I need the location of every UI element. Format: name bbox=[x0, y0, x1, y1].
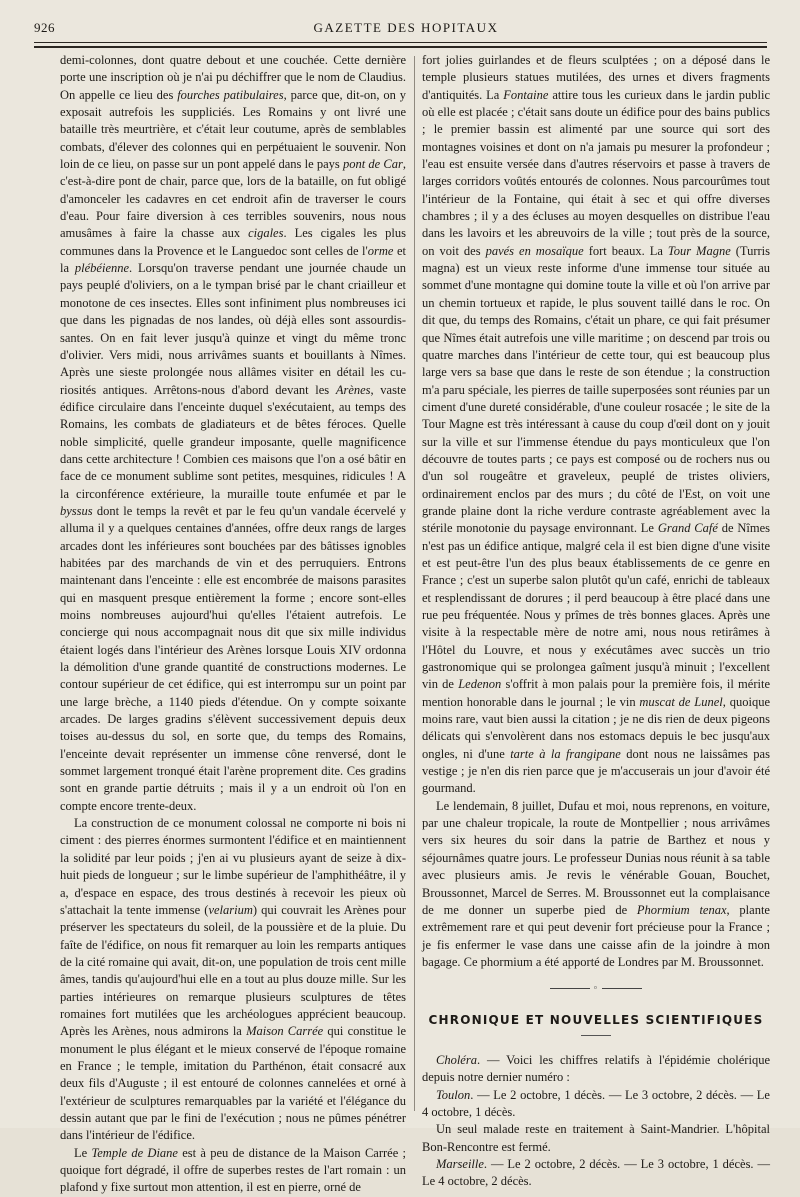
right-column-paragraph bbox=[422, 798, 770, 971]
text-run: . Lorsqu'on traverse pendant une journée chaude un pays peuplé d'oliviers, on a le tympan brisé par le chant criailleur et monotone de ces insectes. Elles sont infiniment plus nombreuses ici que dans les pignadas de nos landes, où déjà elles sont assourdissantes. On en fait lever jusqu'à quinze et vingt du même tronc d'olivier. Vers midi, nous arrivâmes suants et bouillants à Nîmes. Après une sieste prolongée nous allâmes visiter en détail les curiosités antiques. Arrêtons-nous d'abord devant les bbox=[60, 261, 406, 397]
text-run: ) qui couvrait les Arènes pour préserver les spectateurs du soleil, de la poussière et de la pluie. Du faîte de l'édifice, on nous fit remarquer au loin les remparts antiques de la cité romaine qui avait, dit-on, une population de trois cent mille âmes, tandis qu'aujourd'hui elle en a tout au plus douze mille. Sur les parties intérieures on remarque plusieurs sculptures de têtes romaines fort mutilées que les archéologues apprécient beaucoup. Après les Arènes, nous admirons la bbox=[60, 902, 406, 1039]
italic-text: Toulon bbox=[436, 1087, 471, 1102]
text-run: , plante extrêmement rare et qui peut devenir fort précieuse pour la France ; je fis enfermer le vase dans une caisse afin de la joindre à mon bagage. Ce phormium a été apporté de Londres par M. Broussonnet. bbox=[422, 902, 770, 969]
right-column-article bbox=[422, 52, 770, 971]
header-rule-thin bbox=[34, 42, 767, 43]
header-rule-thick bbox=[34, 46, 767, 48]
text-run: demi-colonnes, dont quatre debout et une couchée. Cette dernière porte une inscription où je n'ai pu déchiffrer que le nom de Claudius. On appelle ce lieu des bbox=[60, 53, 406, 102]
text-run: dont nous ne laissâmes pas vestige ; je n'en dis rien parce que je m'accuserais un jour d'avoir été gourmand. bbox=[422, 746, 770, 796]
text-run: et la bbox=[60, 243, 406, 276]
italic-text: Choléra bbox=[436, 1052, 477, 1067]
italic-text: Phormium tenax bbox=[636, 902, 727, 917]
page-header bbox=[34, 20, 778, 42]
italic-text: byssus bbox=[60, 503, 93, 518]
right-column-paragraph bbox=[422, 52, 770, 798]
left-column-paragraph bbox=[60, 1145, 406, 1197]
section-ornament: ◦ bbox=[422, 980, 770, 997]
text-run: , vaste édifice circulaire dans l'enceinte duquel s'exécutaient, au temps des Romains, les combats de gladiateurs et de bêtes féroces. Quelle noble simplicité, quelle grandeur imposante, quelle magnificence dans cette architecture ! Combien ces maisons que l'on a osé bâtir en face de ce monument sublime sont petites, mesquines, ridicules ! A la circonférence extérieure, la muraille toute enfumée et par le bbox=[60, 382, 406, 501]
text-run: de Nîmes n'est pas un édifice antique, malgré cela il est bien digne d'une visite et est peut-être l'un des plus beaux établissements de ce genre en France ; c'est un superbe salon plutôt qu'un café, enrichi de tableaux et resplendissant de dorures ; il perd beaucoup à être placé dans une rue peu fréquentée. Nous y prîmes de très bonnes glaces. Après une visite à la respectable mère de notre ami, nous nous retirâmes à l'Hôtel du Louvre, et nous y exécutâmes avec succès un trio gastronomique qui se prolongea gaîment jusqu'à minuit ; l'excellent vin de bbox=[422, 521, 771, 692]
italic-text: orme bbox=[367, 243, 394, 258]
section-paragraph bbox=[422, 1052, 770, 1087]
text-run: . — Le 2 octobre, 2 décès. — Le 3 octobre, 1 décès. — Le 4 octobre, 2 décès. bbox=[422, 1156, 770, 1189]
text-run: (Turris magna) est un vieux reste informe d'une immense tour située au sommet d'une montagne qui domine toute la ville et où l'on arrive par un chemin tortueux et rapide, le plus souvent taillé dans le roc. On dit que, du temps des Romains, c'était un phare, ce qui fait présumer que Nîmes était autrefois une ville maritime ; on descend par trois ou quatre marches dans l'intérieur de cette tour, qui est beaucoup plus large vers sa base que dans le reste de son étendue ; la construction m'a paru spéciale, les pierres de taille superposées sont réunies par un ciment d'une dureté considérable, d'une couleur rosacée ; le site de la Tour Magne est très intéressant à cause du coup d'œil dont on y jouit sur la ville et sur l'immense étendue du pays monticuleux que l'on découvre de toutes parts ; ce pays est composé ou de rochers nus ou d'un sol rougeâtre et graveleux, peuplé de tristes oliviers, ordinairement enclos par des murs ; du côté de l'Est, on voit une grande plaine dont la riche verdure contraste agréablement avec la stérile monotonie du paysage environnant. Le bbox=[422, 243, 771, 536]
publication-title: GAZETTE DES HOPITAUX bbox=[313, 20, 499, 35]
section-body bbox=[422, 1052, 770, 1191]
text-run: fort jolies guirlandes et de fleurs sculptées ; on a déposé dans le temple plusieurs statues mutilées, des urnes et divers fragments d'antiquités. La bbox=[422, 53, 770, 102]
page-number: 926 bbox=[34, 20, 55, 35]
italic-text: fourches patibulaires bbox=[177, 87, 284, 102]
italic-text: Marseille bbox=[436, 1156, 484, 1171]
text-run: . — Voici les chiffres relatifs à l'épidémie cholérique depuis notre dernier numéro : bbox=[422, 1052, 770, 1085]
italic-text: velarium bbox=[208, 902, 253, 917]
right-column bbox=[422, 52, 770, 1191]
italic-text: Fontaine bbox=[503, 87, 549, 102]
section-paragraph bbox=[422, 1121, 770, 1156]
text-run: , c'est-à-dire pont de chair, parce que, lors de la bataille, on fut obligé d'amonceler les cadavres en cet endroit afin de traverser le cours d'eau. Pour faire diversion à ces terribles souvenirs, nous nous amusâmes à faire la chasse aux bbox=[60, 157, 407, 241]
text-run: . Les cigales les plus communes dans la Provence et le Languedoc sont celles de l' bbox=[60, 226, 406, 258]
text-run: Le lendemain, 8 juillet, Dufau et moi, nous reprenons, en voiture, par une chaleur tropicale, la route de Montpellier ; nous arrivâmes vers six heures du soir dans la patrie de Barthez et nous y séjournâmes quatre jours. Le professeur Dunias nous réunit à sa table avec plusieurs amis. Je revis le vénérable Gouan, Bouchet, Broussonnet, Marcel de Serres. M. Broussonnet eut la complaisance de me donner un superbe pied de bbox=[422, 798, 770, 917]
text-run: attire tous les curieux dans le jardin public où elle est placée ; c'était sans doute un édifice pour des bains publics ; le premier bassin est alimenté par une source qui sort des montagnes voisines et dont on n'a jamais pu mesurer la profondeur ; l'eau est ensuite versée dans d'autres réservoirs et passe à travers de larges corridors voûtés entourés de colonnes. Nous parcourûmes tout l'intérieur de la Fontaine, qui était à sec et qui offre diverses chambres ; il y a des écluses au moyen desquelles on distribue l'eau dans les lavoirs et les abreuvoirs de la ville ; tout près de la source, on voit des bbox=[422, 87, 770, 258]
italic-text: Ledenon bbox=[458, 677, 502, 692]
italic-text: Temple de Diane bbox=[91, 1145, 178, 1160]
italic-text: muscat de Lunel bbox=[639, 694, 723, 709]
left-column-paragraph bbox=[60, 815, 406, 1145]
italic-text: plébéienne bbox=[74, 261, 130, 276]
italic-text: tarte à la frangipane bbox=[510, 746, 621, 761]
text-run: dont le temps la revêt et par le feu qu'un vandale écervelé y alluma il y a quelques centaines d'années, offre deux rangs de larges arcades dont les inférieures sont bouchées par des bâtisses ignobles habitées par des marchands de vin et des perruquiers. Entrons maintenant dans l'enceinte : elle est encombrée de maisons parasites qui en masquent presque entièrement la forme ; encore sont-elles moins nombreuses aujourd'hui qu'elles l'étaient autrefois. Le concierge qui nous accompagnait nous dit que six mille individus étaient logés dans l'intérieur des Arènes lorsque Louis XIV ordonna la démolition d'une grande quantité de constructions modernes. Le contour supérieur de cet édifice, qui est interrompu sur un point par une large brèche, a 1140 pieds d'étendue. On y compte soixante arcades. De larges gradins s'élèvent successivement depuis deux toises au-dessus du sol, en sorte que, du temps des Romains, l'enceinte devait représenter un immense cône renversé, dont le sommet largement tronqué était l'arène proprement dite. Ces gradins sont en grande partie détruits ; mais il y a un endroit où l'on en compte encore trente-deux. bbox=[60, 503, 406, 813]
column-separator bbox=[414, 56, 415, 1111]
text-run: s'offrit à mon palais pour la première fois, il mérite mention honorable dans le journal ; le vin bbox=[422, 677, 770, 709]
text-run: , quoique moins rare, vaut bien aussi la citation ; je ne dis rien de deux pigeons délicats qui s'envolèrent dans nos estomacs depuis le bec jusqu'aux ongles, ni d'une bbox=[422, 694, 770, 761]
italic-text: cigales bbox=[248, 226, 284, 241]
text-run: . — Le 2 octobre, 1 décès. — Le 3 octobre, 2 décès. — Le 4 octobre, 1 décès. bbox=[422, 1087, 770, 1119]
text-run: est à peu de distance de la Maison Carrée ; quoique fort dégradé, il offre de superbes restes de l'art romain : un plafond y fixe surtout mon attention, il est en pierre, orné de bbox=[60, 1145, 406, 1195]
italic-text: Maison Carrée bbox=[246, 1024, 324, 1039]
section-paragraph bbox=[422, 1087, 770, 1122]
left-column bbox=[60, 52, 406, 1197]
section-paragraph bbox=[422, 1156, 770, 1191]
text-run: Le bbox=[74, 1145, 92, 1160]
section-title: CHRONIQUE ET NOUVELLES SCIENTIFIQUES bbox=[428, 1012, 764, 1027]
text-run: La construction de ce monument colossal ne comporte ni bois ni ciment : des pierres énormes surmontent l'édifice et en maintiennent la solidité par leur poids ; j'en ai vu plusieurs ayant de seize à dix-huit pieds de longueur ; sur le limbe supérieur de l'amphithéâtre, il y a, d'espace en espace, des trous destinés à recevoir les pieux où s'attachait la tente immense ( bbox=[60, 816, 406, 917]
section-title-rule bbox=[581, 1035, 611, 1036]
italic-text: Arènes bbox=[335, 382, 371, 397]
text-run: , parce que, dit-on, on y exposait autrefois les suppliciés. Les Romains y ont livré une bataille très meurtrière, et c'était leur coutume, après de semblables combats, d'élever des colonnes qui en perpétuaient le souvenir. Non loin de ce lieu, on passe sur un pont appelé dans le pays bbox=[60, 87, 406, 172]
italic-text: Tour Magne bbox=[667, 243, 731, 258]
left-column-paragraph bbox=[60, 52, 406, 815]
italic-text: Grand Café bbox=[657, 521, 718, 536]
text-run: fort beaux. La bbox=[583, 243, 668, 258]
text-run: Un seul malade reste en traitement à Saint-Mandrier. L'hôpital Bon-Rencontre est fermé. bbox=[422, 1122, 770, 1154]
italic-text: pavés en mosaïque bbox=[485, 243, 584, 258]
text-run: qui constitue le monument le plus élégant et le mieux conservé de l'époque romaine en France ; le temple, imitation du Parthénon, était consacré aux deux fils d'Auguste ; il est entouré de colonnes cannelées et orné à l'extérieur de sculptures remarquables par la variété et l'élégance du dessin autant que par le fini de l'exécution ; nous ne pûmes pénétrer dans l'intérieur de l'édifice. bbox=[60, 1024, 406, 1143]
italic-text: pont de Car bbox=[342, 157, 403, 172]
